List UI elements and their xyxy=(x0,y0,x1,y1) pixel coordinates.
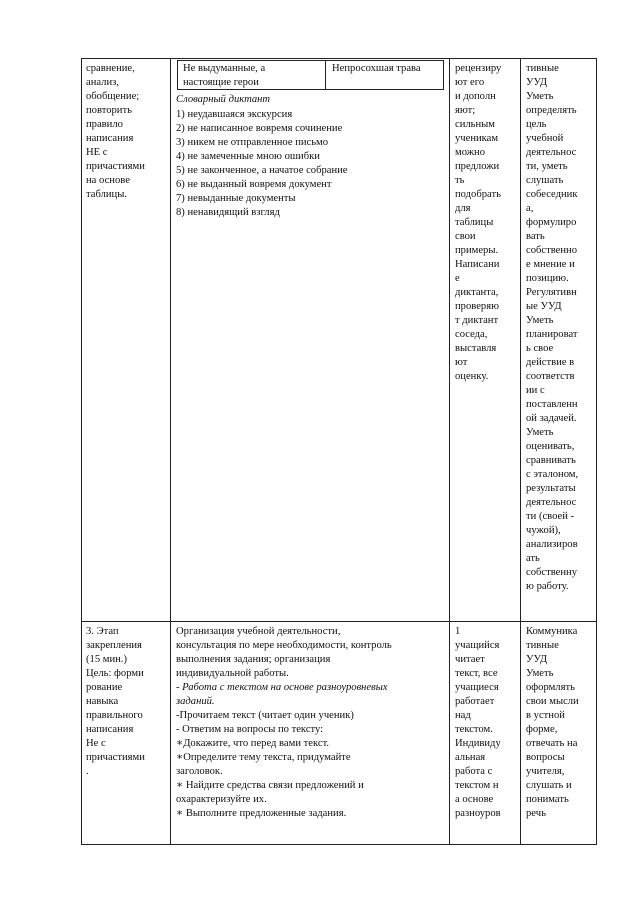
text-line: Цель: форми xyxy=(86,668,144,679)
table-top-border xyxy=(81,58,596,59)
text-line: ти (своей - xyxy=(526,511,575,522)
text-line: ∗Докажите, что перед вами текст. xyxy=(176,738,330,749)
text-line: цель xyxy=(526,119,547,130)
text-line: индивидуальной работы. xyxy=(176,668,289,679)
text-line: УУД xyxy=(526,654,548,665)
text-line: можно xyxy=(455,147,486,158)
dictation-item: 7) невыданные документы xyxy=(176,193,296,204)
text-line: текстом. xyxy=(455,724,493,735)
table-right-border xyxy=(596,58,597,845)
text-line: Не выдуманные, а xyxy=(183,63,266,74)
row2-student-activity-cell xyxy=(455,625,501,821)
text-line: текст, все xyxy=(455,668,498,679)
inner-table-cell-1 xyxy=(183,62,265,90)
dictation-item: 2) не написанное вовремя сочинение xyxy=(176,123,343,134)
text-line: таблицы xyxy=(455,217,494,228)
text-line: примеры. xyxy=(455,245,499,256)
text-line: ученикам xyxy=(455,133,499,144)
text-line: вать xyxy=(526,231,545,242)
text-line: соответств xyxy=(526,371,575,382)
text-line: а, xyxy=(526,203,534,214)
inner-table-divider xyxy=(325,60,326,90)
column-divider-3 xyxy=(520,58,521,845)
text-line: е xyxy=(455,273,460,284)
text-line: написания xyxy=(86,133,134,144)
text-line: анализиров xyxy=(526,539,578,550)
text-line: ют xyxy=(455,357,468,368)
text-line: поставленн xyxy=(526,399,578,410)
text-line: ые УУД xyxy=(526,301,562,312)
text-line: формулиро xyxy=(526,217,577,228)
row1-student-activity-cell xyxy=(455,62,501,384)
table-left-border xyxy=(81,58,82,845)
text-line: - Работа с текстом на основе разноуровневых xyxy=(176,682,388,693)
text-line: Регулятивн xyxy=(526,287,577,298)
text-line: определять xyxy=(526,105,577,116)
text-line: собственну xyxy=(526,567,577,578)
row2-stage-cell xyxy=(86,625,145,779)
text-line: яют; xyxy=(455,105,476,116)
text-line: ти, уметь xyxy=(526,161,568,172)
text-line: заданий. xyxy=(176,696,215,707)
text-line: правильного xyxy=(86,710,143,721)
text-line: отвечать на xyxy=(526,738,578,749)
text-line: рование xyxy=(86,682,123,693)
text-line: Организация учебной деятельности, xyxy=(176,626,341,637)
text-line: текстом н xyxy=(455,780,499,791)
text-line: (15 мин.) xyxy=(86,654,127,665)
text-line: выставля xyxy=(455,343,497,354)
text-line: анализ, xyxy=(86,77,119,88)
table-bottom-border xyxy=(81,844,596,845)
text-line: . xyxy=(86,766,89,777)
text-line: оценку. xyxy=(455,371,489,382)
text-line: ют его xyxy=(455,77,485,88)
text-line: Коммуника xyxy=(526,626,578,637)
text-line: тивные xyxy=(526,63,559,74)
text-line: оценивать, xyxy=(526,441,575,452)
text-line: результаты xyxy=(526,483,576,494)
text-line: 3. Этап xyxy=(86,626,119,637)
text-line: - Ответим на вопросы по тексту: xyxy=(176,724,324,735)
text-line: причастиями xyxy=(86,752,145,763)
text-line: подобрать xyxy=(455,189,501,200)
text-line: ∗ Выполните предложенные задания. xyxy=(176,808,347,819)
text-line: ой задачей. xyxy=(526,413,577,424)
text-line: рецензиру xyxy=(455,63,502,74)
text-line: учителя, xyxy=(526,766,565,777)
dictation-item: 1) неудавшаяся экскурсия xyxy=(176,109,293,120)
text-line: действие в xyxy=(526,357,575,368)
text-line: форме, xyxy=(526,724,558,735)
text-line: Уметь xyxy=(526,315,554,326)
text-line: таблицы. xyxy=(86,189,127,200)
text-line: написания xyxy=(86,724,134,735)
text-line: обобщение; xyxy=(86,91,140,102)
text-line: Уметь xyxy=(526,427,554,438)
text-line: позицию. xyxy=(526,273,569,284)
text-line: сравнение, xyxy=(86,63,135,74)
text-line: НЕ с xyxy=(86,147,108,158)
text-line: работает xyxy=(455,696,495,707)
text-line: ать xyxy=(526,553,540,564)
dictation-item: 6) не выданный вовремя документ xyxy=(176,179,332,190)
text-line: учащийся xyxy=(455,640,500,651)
dictation-list xyxy=(176,108,348,220)
column-divider-1 xyxy=(170,58,171,845)
row1-uud-cell xyxy=(526,62,578,594)
text-line: альная xyxy=(455,752,486,763)
text-line: планироват xyxy=(526,329,578,340)
text-line: повторить xyxy=(86,105,132,116)
text-line: заголовок. xyxy=(176,766,223,777)
text-line: ь свое xyxy=(526,343,554,354)
text-line: соседа, xyxy=(455,329,488,340)
text-line: тивные xyxy=(526,640,559,651)
row1-stage-cell xyxy=(86,62,145,202)
text-line: чужой), xyxy=(526,525,561,536)
text-line: предложи xyxy=(455,161,500,172)
text-line: Уметь xyxy=(526,668,554,679)
text-line: а основе xyxy=(455,794,494,805)
text-line: понимать xyxy=(526,794,569,805)
text-line: собеседник xyxy=(526,189,578,200)
text-line: причастиями xyxy=(86,161,145,172)
text-line: сильным xyxy=(455,119,495,130)
text-line: диктанта, xyxy=(455,287,499,298)
text-line: оформлять xyxy=(526,682,575,693)
text-line: Не с xyxy=(86,738,106,749)
text-line: слушать и xyxy=(526,780,572,791)
dictation-item: 4) не замеченные мною ошибки xyxy=(176,151,320,162)
dictation-title: Словарный диктант xyxy=(176,94,271,105)
dictation-item: 8) ненавидящий взгляд xyxy=(176,207,280,218)
text-line: свои мысли xyxy=(526,696,579,707)
text-line: речь xyxy=(526,808,546,819)
text-line: -Прочитаем текст (читает один ученик) xyxy=(176,710,354,721)
text-line: работа с xyxy=(455,766,493,777)
text-line: в устной xyxy=(526,710,565,721)
text-line: Индивиду xyxy=(455,738,501,749)
text-line: учащиеся xyxy=(455,682,499,693)
row2-teacher-activity-cell xyxy=(176,625,392,821)
text-line: т диктант xyxy=(455,315,499,326)
text-line: на основе xyxy=(86,175,130,186)
text-line: сравнивать xyxy=(526,455,576,466)
text-line: деятельнос xyxy=(526,497,577,508)
row2-uud-cell xyxy=(526,625,579,821)
text-line: Написани xyxy=(455,259,500,270)
text-line: ии с xyxy=(526,385,545,396)
text-line: для xyxy=(455,203,471,214)
text-line: консультация по мере необходимости, контроль xyxy=(176,640,392,651)
text-line: собственно xyxy=(526,245,577,256)
text-line: проверяю xyxy=(455,301,499,312)
text-line: над xyxy=(455,710,471,721)
text-line: правило xyxy=(86,119,123,130)
text-line: е мнение и xyxy=(526,259,575,270)
text-line: выполнения задания; организация xyxy=(176,654,331,665)
text-line: закрепления xyxy=(86,640,142,651)
text-line: учебной xyxy=(526,133,564,144)
text-line: настоящие герои xyxy=(183,77,259,88)
text-line: деятельнос xyxy=(526,147,577,158)
text-line: навыка xyxy=(86,696,119,707)
text-line: Уметь xyxy=(526,91,554,102)
text-line: вопросы xyxy=(526,752,565,763)
text-line: УУД xyxy=(526,77,548,88)
text-line: 1 xyxy=(455,626,461,637)
text-line: читает xyxy=(455,654,485,665)
text-line: ть xyxy=(455,175,465,186)
column-divider-2 xyxy=(449,58,450,845)
text-line: охарактеризуйте их. xyxy=(176,794,267,805)
text-line: с эталоном, xyxy=(526,469,579,480)
text-line: ∗Определите тему текста, придумайте xyxy=(176,752,351,763)
text-line: разноуров xyxy=(455,808,501,819)
dictation-item: 5) не законченное, а начатое собрание xyxy=(176,165,348,176)
text-line: свои xyxy=(455,231,476,242)
inner-table-cell-2: Непросохшая трава xyxy=(332,63,421,74)
text-line: ∗ Найдите средства связи предложений и xyxy=(176,780,364,791)
text-line: слушать xyxy=(526,175,564,186)
row-divider xyxy=(81,621,596,622)
dictation-item: 3) никем не отправленное письмо xyxy=(176,137,329,148)
text-line: и дополн xyxy=(455,91,496,102)
text-line: ю работу. xyxy=(526,581,569,592)
